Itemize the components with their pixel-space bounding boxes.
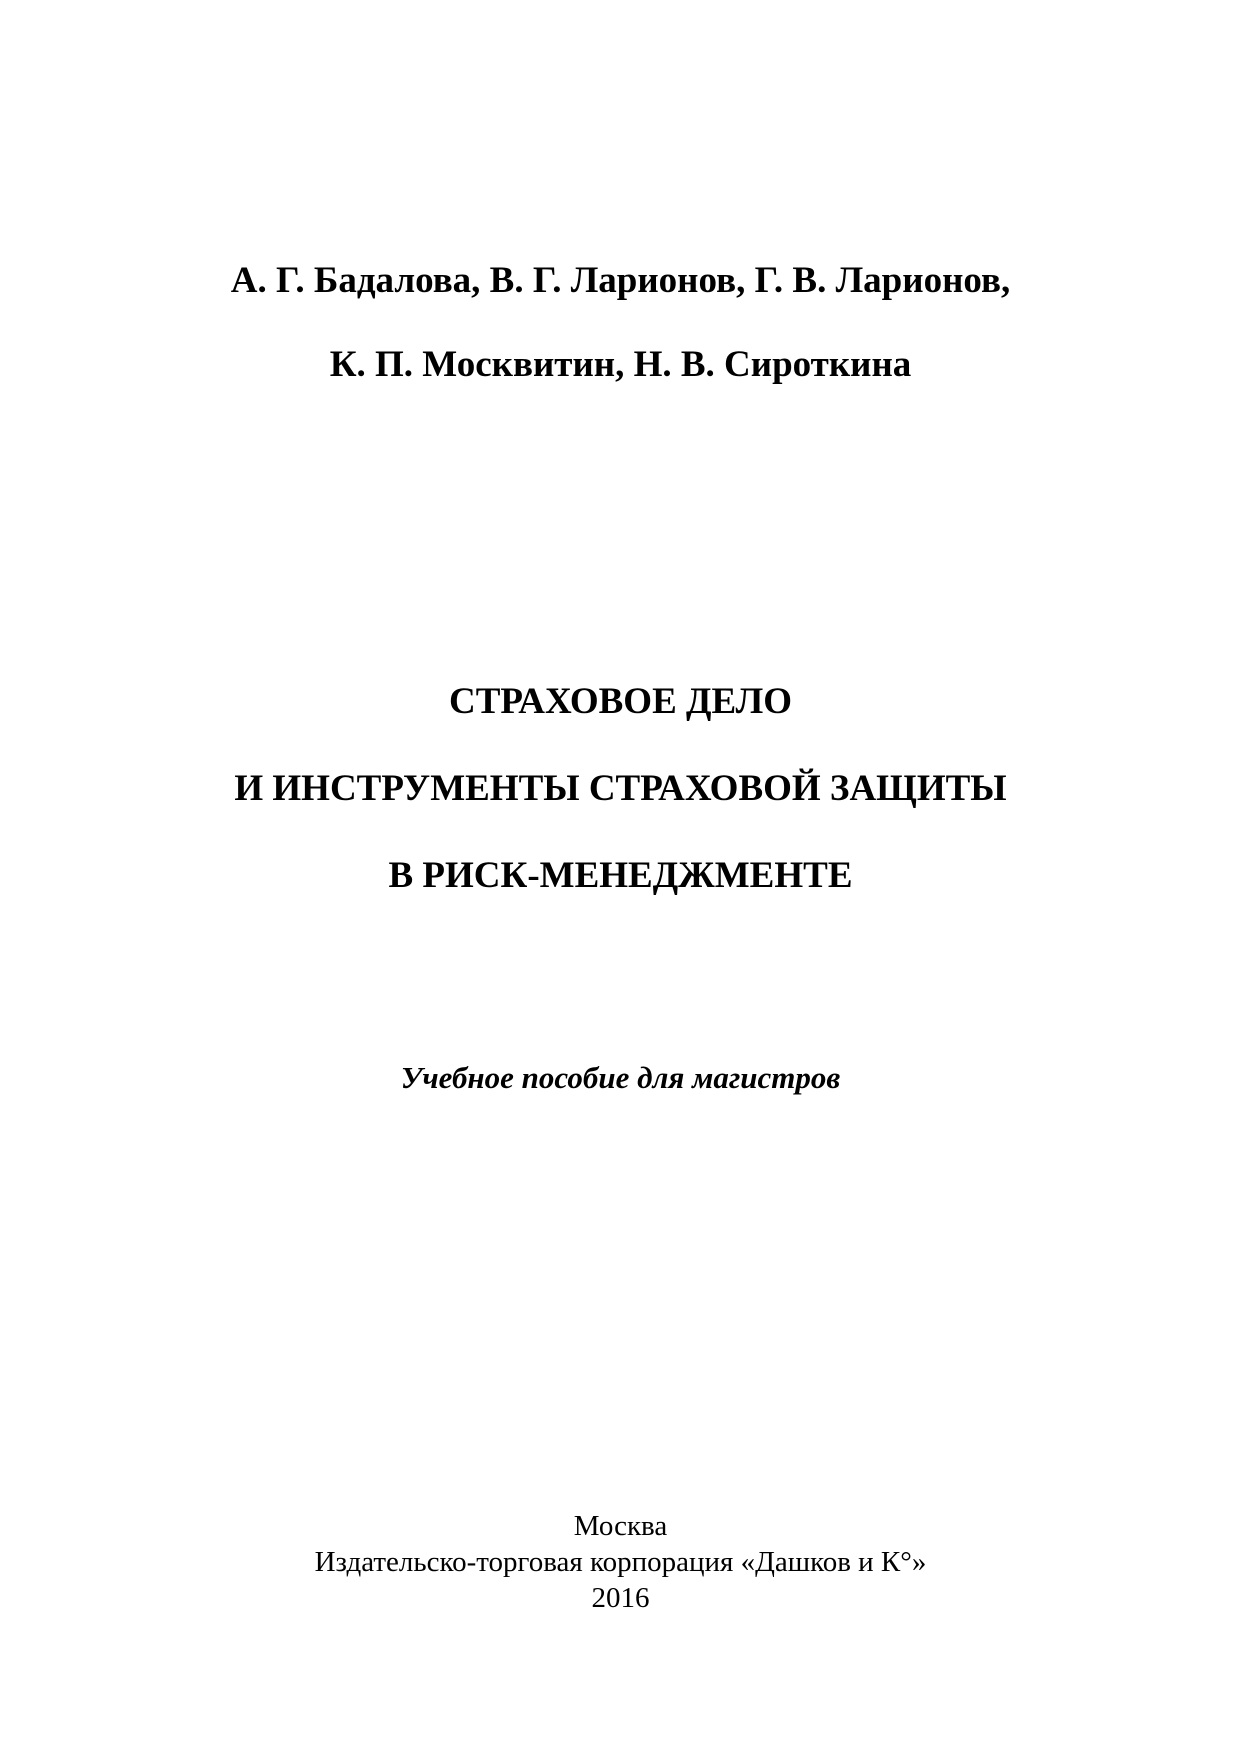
imprint-block (0, 1508, 1241, 1616)
title-line-2: И ИНСТРУМЕНТЫ СТРАХОВОЙ ЗАЩИТЫ (234, 768, 1007, 809)
title-line-3: В РИСК-МЕНЕДЖМЕНТЕ (388, 855, 853, 896)
imprint-year: 2016 (591, 1582, 650, 1614)
book-title (0, 683, 1241, 944)
book-subtitle: Учебное пособие для магистров (400, 1060, 841, 1095)
authors-block (0, 262, 1241, 430)
imprint-city: Москва (573, 1510, 668, 1542)
title-line-1: СТРАХОВОЕ ДЕЛО (449, 681, 792, 722)
authors-line-1: А. Г. Бадалова, В. Г. Ларионов, Г. В. Ларионов, (230, 260, 1011, 301)
authors-line-2: К. П. Москвитин, Н. В. Сироткина (329, 344, 912, 385)
imprint-publisher: Издательско-торговая корпорация «Дашков и К°» (314, 1546, 927, 1578)
